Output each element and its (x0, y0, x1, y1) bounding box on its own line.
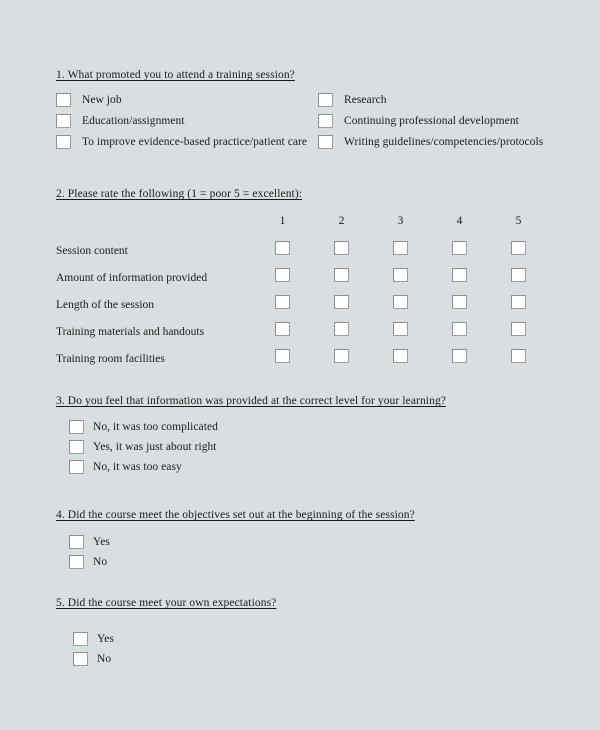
checkbox-just-about-right[interactable] (69, 440, 84, 454)
checkbox-too-easy[interactable] (69, 460, 84, 474)
rating-cell[interactable] (489, 318, 548, 345)
checkbox-amount-information-3[interactable] (393, 268, 408, 282)
rating-grid-header-row (56, 214, 548, 237)
rating-cell[interactable] (312, 345, 371, 372)
checkbox-room-facilities-1[interactable] (275, 349, 290, 363)
table-row (56, 264, 548, 291)
checkbox-room-facilities-3[interactable] (393, 349, 408, 363)
rating-cell[interactable] (371, 291, 430, 318)
table-row (56, 318, 548, 345)
checkbox-training-materials-4[interactable] (452, 322, 467, 336)
checkbox-room-facilities-2[interactable] (334, 349, 349, 363)
rating-cell[interactable] (253, 264, 312, 291)
checkbox-session-content-3[interactable] (393, 241, 408, 255)
rating-cell[interactable] (430, 345, 489, 372)
rating-cell[interactable] (489, 291, 548, 318)
checkbox-amount-information-1[interactable] (275, 268, 290, 282)
question-1-right-column (318, 93, 543, 156)
question-5-heading: 5. Did the course meet your own expectations? (56, 597, 277, 609)
checkbox-expectations-yes[interactable] (73, 632, 88, 646)
rating-cell[interactable] (312, 318, 371, 345)
rating-cell[interactable] (430, 318, 489, 345)
option-row[interactable] (69, 440, 446, 454)
rating-cell[interactable] (371, 237, 430, 264)
option-row[interactable] (69, 460, 446, 474)
checkbox-amount-information-5[interactable] (511, 268, 526, 282)
question-4-options (69, 535, 415, 569)
checkbox-amount-information-4[interactable] (452, 268, 467, 282)
checkbox-expectations-no[interactable] (73, 652, 88, 666)
rating-row-label: Length of the session (56, 298, 155, 311)
rating-cell[interactable] (371, 264, 430, 291)
checkbox-length-session-3[interactable] (393, 295, 408, 309)
checkbox-session-content-5[interactable] (511, 241, 526, 255)
rating-column-header-2: 2 (338, 215, 345, 227)
option-row[interactable] (69, 420, 446, 434)
option-label: Continuing professional development (344, 115, 519, 127)
checkbox-too-complicated[interactable] (69, 420, 84, 434)
option-label: Writing guidelines/competencies/protocols (344, 136, 544, 148)
rating-row-label: Session content (56, 244, 128, 257)
question-4-block (56, 508, 415, 575)
rating-cell[interactable] (430, 264, 489, 291)
checkbox-objectives-no[interactable] (69, 555, 84, 569)
question-3-heading: 3. Do you feel that information was provided at the correct level for your learning? (56, 395, 446, 407)
rating-column-header-1: 1 (279, 215, 286, 227)
option-label: No, it was too easy (93, 461, 182, 473)
rating-grid (56, 214, 548, 372)
option-label: To improve evidence-based practice/patient care (82, 136, 308, 148)
option-row[interactable] (318, 114, 543, 128)
option-label: No, it was too complicated (93, 421, 218, 433)
question-1-heading: 1. What promoted you to attend a training session? (56, 69, 295, 81)
question-3-block (56, 394, 446, 480)
rating-cell[interactable] (312, 264, 371, 291)
option-label: Yes (97, 633, 114, 645)
option-label: Yes, it was just about right (93, 441, 217, 453)
option-label: Education/assignment (82, 115, 185, 127)
question-3-options (69, 420, 446, 474)
option-row[interactable] (69, 555, 415, 569)
rating-row-label: Training room facilities (56, 352, 165, 365)
option-row[interactable] (318, 93, 543, 107)
checkbox-length-session-2[interactable] (334, 295, 349, 309)
option-row[interactable] (56, 135, 307, 149)
rating-cell[interactable] (312, 291, 371, 318)
checkbox-training-materials-1[interactable] (275, 322, 290, 336)
option-label: No (93, 556, 108, 568)
question-5-block (56, 596, 276, 672)
rating-cell[interactable] (253, 345, 312, 372)
question-1-options (56, 93, 544, 149)
question-5-options (73, 632, 276, 666)
rating-cell[interactable] (312, 237, 371, 264)
question-1-block (56, 68, 544, 156)
rating-cell[interactable] (253, 318, 312, 345)
checkbox-education-assignment[interactable] (56, 114, 71, 128)
table-row (56, 345, 548, 372)
rating-grid-corner (56, 214, 253, 237)
checkbox-session-content-2[interactable] (334, 241, 349, 255)
rating-cell[interactable] (253, 291, 312, 318)
rating-cell[interactable] (371, 318, 430, 345)
rating-row-label: Training materials and handouts (56, 325, 205, 338)
rating-column-header-5: 5 (515, 215, 522, 227)
checkbox-session-content-4[interactable] (452, 241, 467, 255)
checkbox-training-materials-2[interactable] (334, 322, 349, 336)
option-row[interactable] (69, 535, 415, 549)
checkbox-training-materials-3[interactable] (393, 322, 408, 336)
question-4-heading: 4. Did the course meet the objectives set out at the beginning of the session? (56, 509, 415, 521)
checkbox-length-session-5[interactable] (511, 295, 526, 309)
option-row[interactable] (56, 93, 307, 107)
option-label: Yes (93, 536, 110, 548)
option-row[interactable] (318, 135, 543, 149)
checkbox-writing-guidelines[interactable] (318, 135, 333, 149)
question-2-heading: 2. Please rate the following (1 = poor 5 = excellent): (56, 188, 303, 200)
rating-cell[interactable] (371, 345, 430, 372)
table-row (56, 237, 548, 264)
rating-cell[interactable] (489, 237, 548, 264)
checkbox-session-content-1[interactable] (275, 241, 290, 255)
checkbox-objectives-yes[interactable] (69, 535, 84, 549)
option-label: New job (82, 94, 122, 106)
rating-cell[interactable] (253, 237, 312, 264)
table-row (56, 291, 548, 318)
checkbox-length-session-1[interactable] (275, 295, 290, 309)
checkbox-research[interactable] (318, 93, 333, 107)
checkbox-new-job[interactable] (56, 93, 71, 107)
option-row[interactable] (73, 632, 276, 646)
rating-column-header-3: 3 (397, 215, 404, 227)
checkbox-length-session-4[interactable] (452, 295, 467, 309)
checkbox-room-facilities-5[interactable] (511, 349, 526, 363)
option-label: Research (344, 94, 387, 106)
option-row[interactable] (56, 114, 307, 128)
option-row[interactable] (73, 652, 276, 666)
checkbox-room-facilities-4[interactable] (452, 349, 467, 363)
rating-cell[interactable] (489, 345, 548, 372)
checkbox-amount-information-2[interactable] (334, 268, 349, 282)
rating-cell[interactable] (430, 291, 489, 318)
rating-column-header-4: 4 (456, 215, 463, 227)
question-2-block (56, 187, 548, 372)
question-1-left-column (56, 93, 307, 149)
rating-cell[interactable] (489, 264, 548, 291)
checkbox-training-materials-5[interactable] (511, 322, 526, 336)
option-label: No (97, 653, 112, 665)
rating-cell[interactable] (430, 237, 489, 264)
checkbox-continuing-professional-development[interactable] (318, 114, 333, 128)
checkbox-improve-practice[interactable] (56, 135, 71, 149)
rating-row-label: Amount of information provided (56, 271, 208, 284)
